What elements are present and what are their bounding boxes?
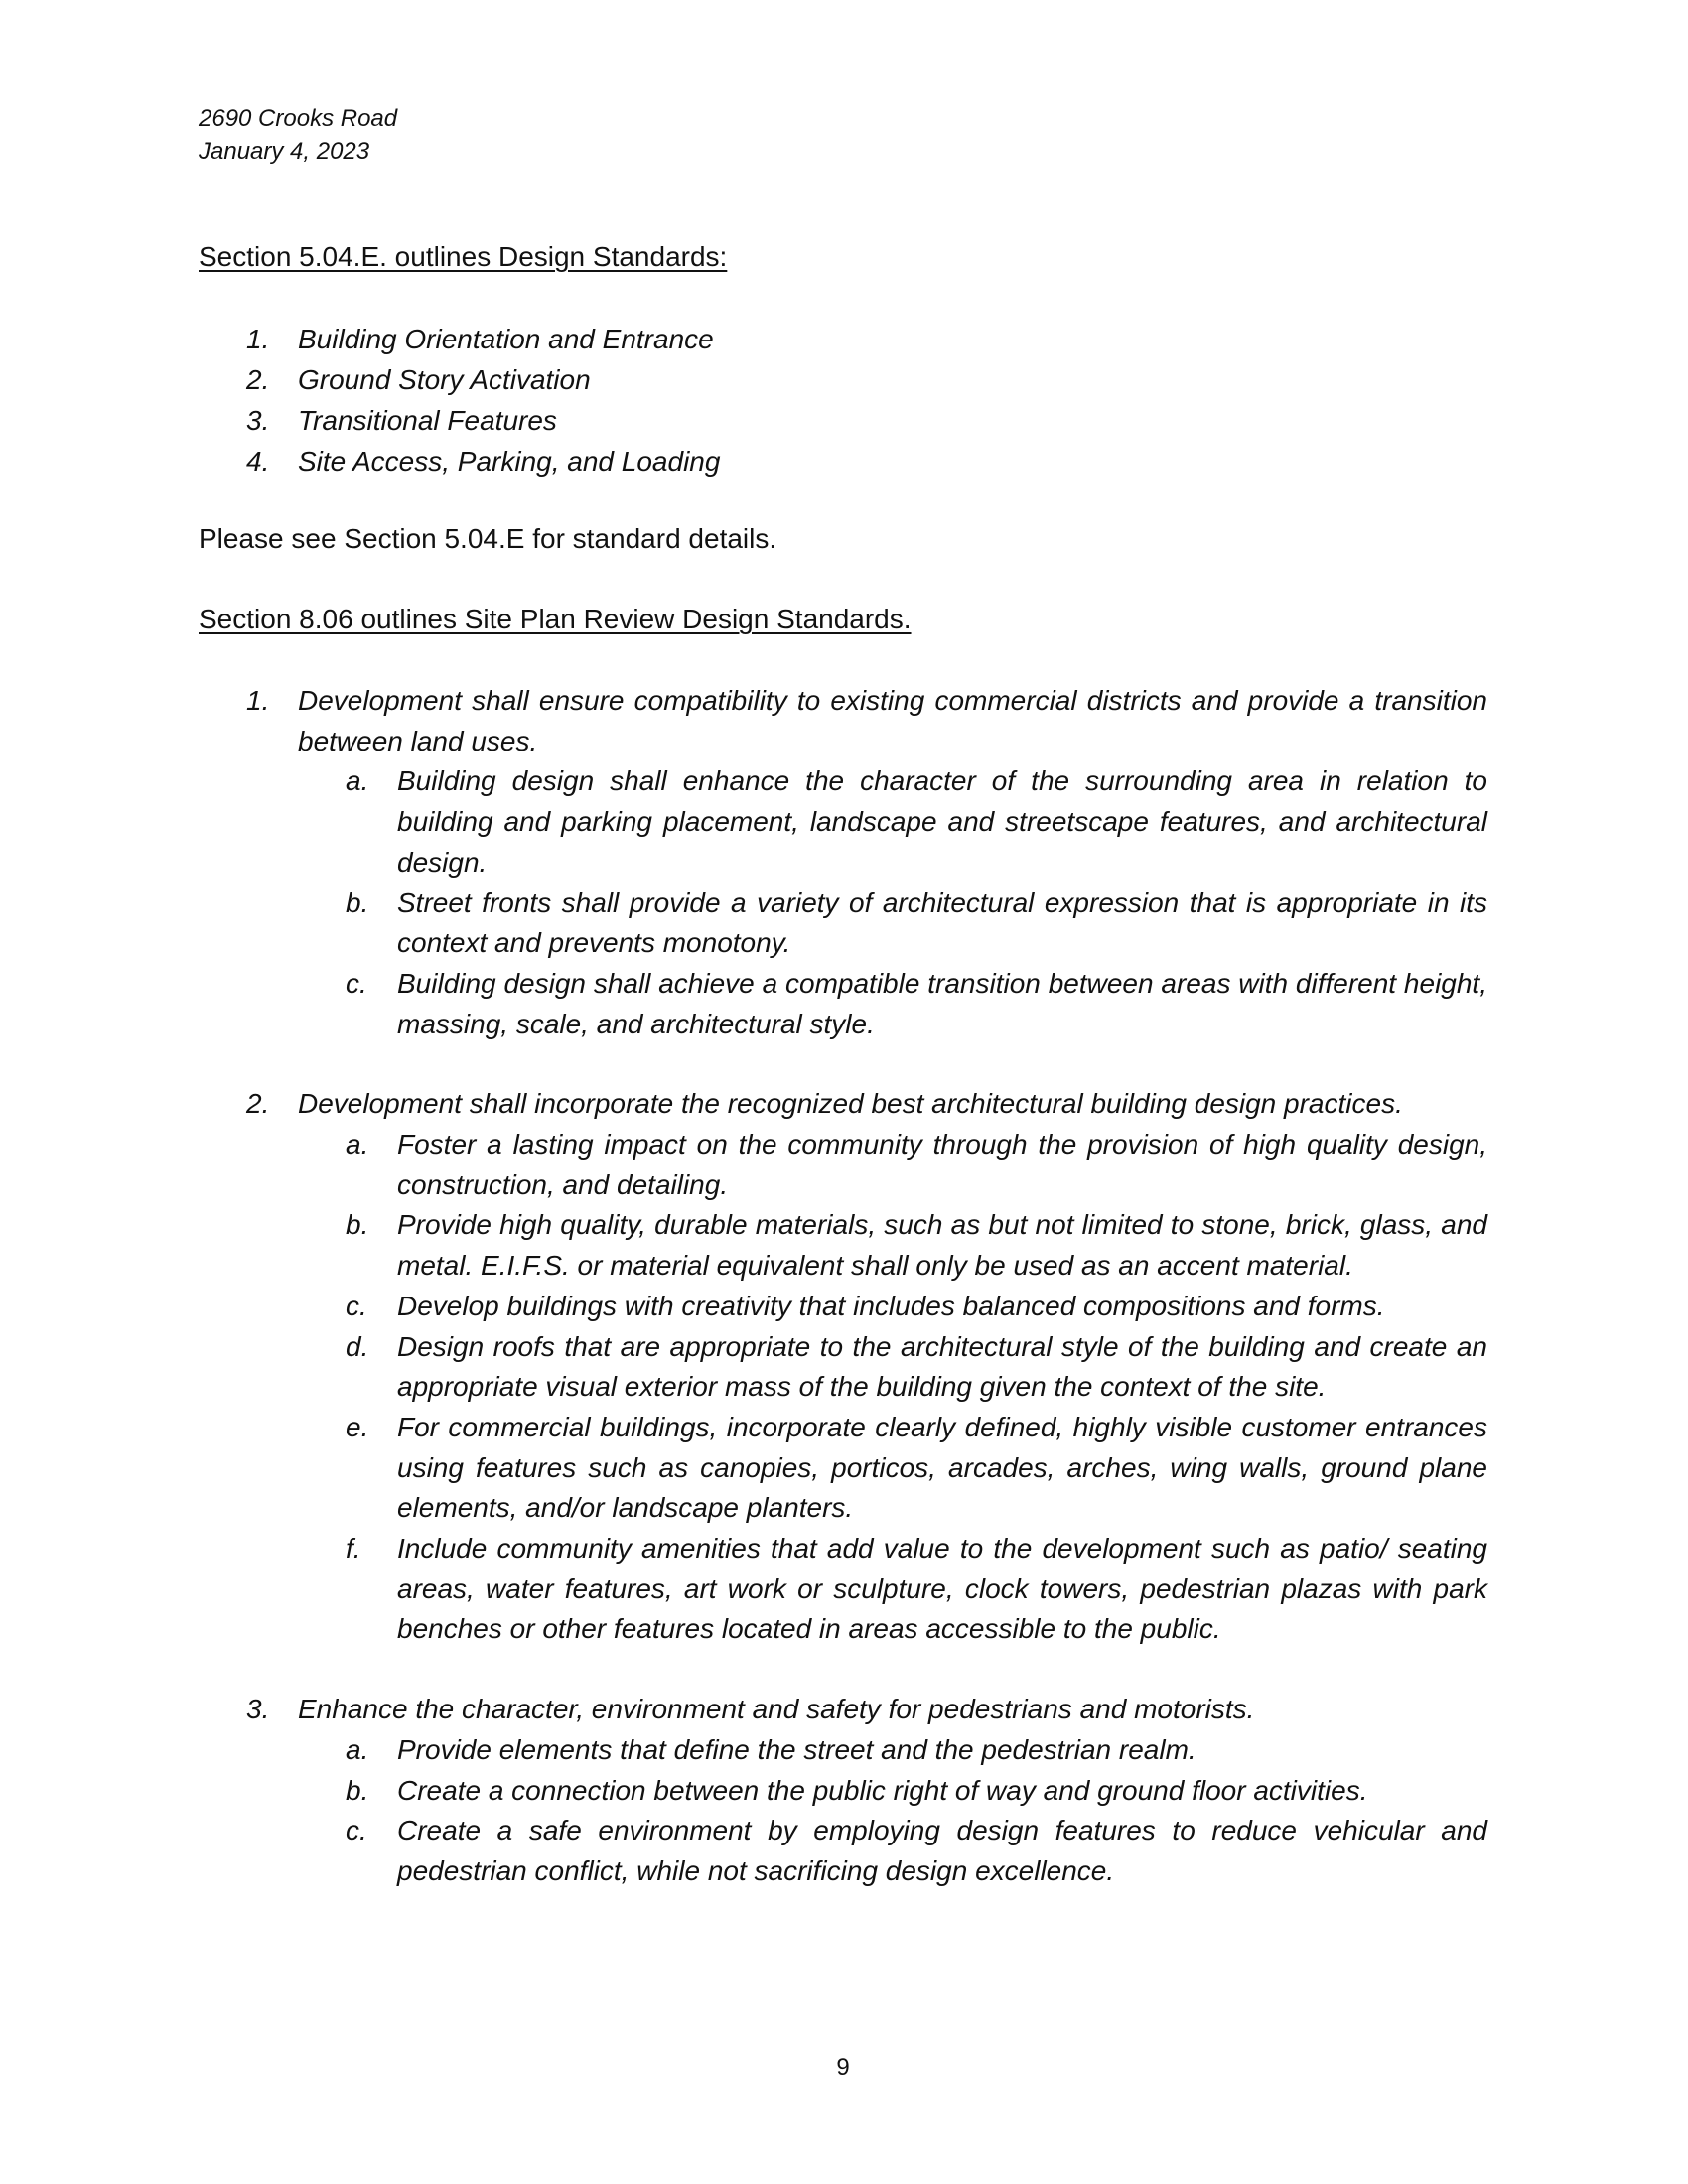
standard-item-1 <box>199 681 1487 1044</box>
section-504-heading: Section 5.04.E. outlines Design Standards: <box>199 241 728 272</box>
standard-number: 3. <box>246 1694 270 1725</box>
sub-item <box>298 1771 1487 1812</box>
sub-text: Foster a lasting impact on the community through the provision of high quality design, construction, and detailing. <box>397 1129 1487 1200</box>
list-item <box>199 359 720 400</box>
list-item <box>199 319 720 359</box>
sub-text: For commercial buildings, incorporate clearly defined, highly visible customer entrances using features such as canopies, porticos, arcades, arches, wing walls, ground plane elements, and/or landscape planters. <box>397 1411 1487 1524</box>
header-date: January 4, 2023 <box>199 138 370 165</box>
list-number: 2. <box>246 364 270 395</box>
page-number: 9 <box>836 2054 850 2081</box>
standard-text: Enhance the character, environment and safety for pedestrians and motorists. <box>298 1694 1255 1725</box>
sub-text: Building design shall enhance the character of the surrounding area in relation to building and parking placement, landscape and streetscape features, and architectural design. <box>397 765 1487 878</box>
sub-letter: b. <box>346 1209 369 1241</box>
standard-number: 2. <box>246 1088 270 1120</box>
sub-item <box>298 884 1487 964</box>
sub-letter: a. <box>346 765 369 797</box>
sub-text: Provide high quality, durable materials, such as but not limited to stone, brick, glass, and metal. E.I.F.S. or material equivalent shall only be used as an accent material. <box>397 1209 1487 1282</box>
section-504-list <box>199 319 720 481</box>
sub-text: Create a connection between the public right of way and ground floor activities. <box>397 1774 1368 1806</box>
list-text: Building Orientation and Entrance <box>298 324 714 354</box>
standard-text: Development shall incorporate the recognized best architectural building design practices. <box>298 1088 1403 1120</box>
sub-item <box>298 1811 1487 1891</box>
sub-item <box>298 1287 1487 1327</box>
list-number: 1. <box>246 324 270 354</box>
sub-item <box>298 1205 1487 1286</box>
sub-letter: c. <box>346 967 367 999</box>
list-number: 3. <box>246 405 270 436</box>
sub-item <box>298 1730 1487 1771</box>
sub-item <box>298 1408 1487 1529</box>
list-item <box>199 400 720 441</box>
sub-item <box>298 964 1487 1044</box>
list-text: Transitional Features <box>298 405 557 436</box>
sub-text: Street fronts shall provide a variety of architectural expression that is appropriate in its context and prevents monotony. <box>397 887 1487 959</box>
sub-letter: d. <box>346 1330 369 1362</box>
sub-letter: c. <box>346 1290 367 1321</box>
header-address: 2690 Crooks Road <box>199 105 398 132</box>
section-806-heading: Section 8.06 outlines Site Plan Review Design Standards. <box>199 604 912 634</box>
standard-item-3 <box>199 1690 1487 1892</box>
page-header <box>199 102 397 168</box>
standard-text: Development shall ensure compatibility to existing commercial districts and provide a transition between land uses. <box>298 685 1487 756</box>
section-504-note: Please see Section 5.04.E for standard details. <box>199 523 777 554</box>
list-text: Site Access, Parking, and Loading <box>298 446 721 477</box>
sub-letter: b. <box>346 887 369 918</box>
list-text: Ground Story Activation <box>298 364 591 395</box>
section-806-list <box>199 681 1487 1892</box>
sub-letter: b. <box>346 1774 369 1806</box>
sub-item <box>298 761 1487 883</box>
standard-item-2 <box>199 1084 1487 1650</box>
list-number: 4. <box>246 446 270 477</box>
sub-text: Building design shall achieve a compatible transition between areas with different height, massing, scale, and architectural style. <box>397 967 1487 1039</box>
sub-item <box>298 1327 1487 1408</box>
list-item <box>199 441 720 481</box>
sub-letter: f. <box>346 1533 361 1565</box>
sub-item <box>298 1529 1487 1650</box>
sub-letter: a. <box>346 1129 369 1160</box>
sub-text: Create a safe environment by employing design features to reduce vehicular and pedestrian conflict, while not sacrificing design excellence. <box>397 1815 1487 1886</box>
sub-text: Develop buildings with creativity that includes balanced compositions and forms. <box>397 1290 1385 1321</box>
sub-text: Provide elements that define the street and the pedestrian realm. <box>397 1733 1196 1765</box>
sub-letter: e. <box>346 1411 369 1442</box>
sub-text: Design roofs that are appropriate to the architectural style of the building and create an appropriate visual exterior mass of the building given the context of the site. <box>397 1330 1487 1403</box>
sub-item <box>298 1125 1487 1205</box>
sub-letter: c. <box>346 1815 367 1846</box>
standard-number: 1. <box>246 685 270 716</box>
sub-text: Include community amenities that add value to the development such as patio/ seating areas, water features, art work or sculpture, clock towers, pedestrian plazas with park benches or other features located in areas accessible to the public. <box>397 1533 1487 1645</box>
document-page <box>199 0 1487 2184</box>
sub-letter: a. <box>346 1733 369 1765</box>
